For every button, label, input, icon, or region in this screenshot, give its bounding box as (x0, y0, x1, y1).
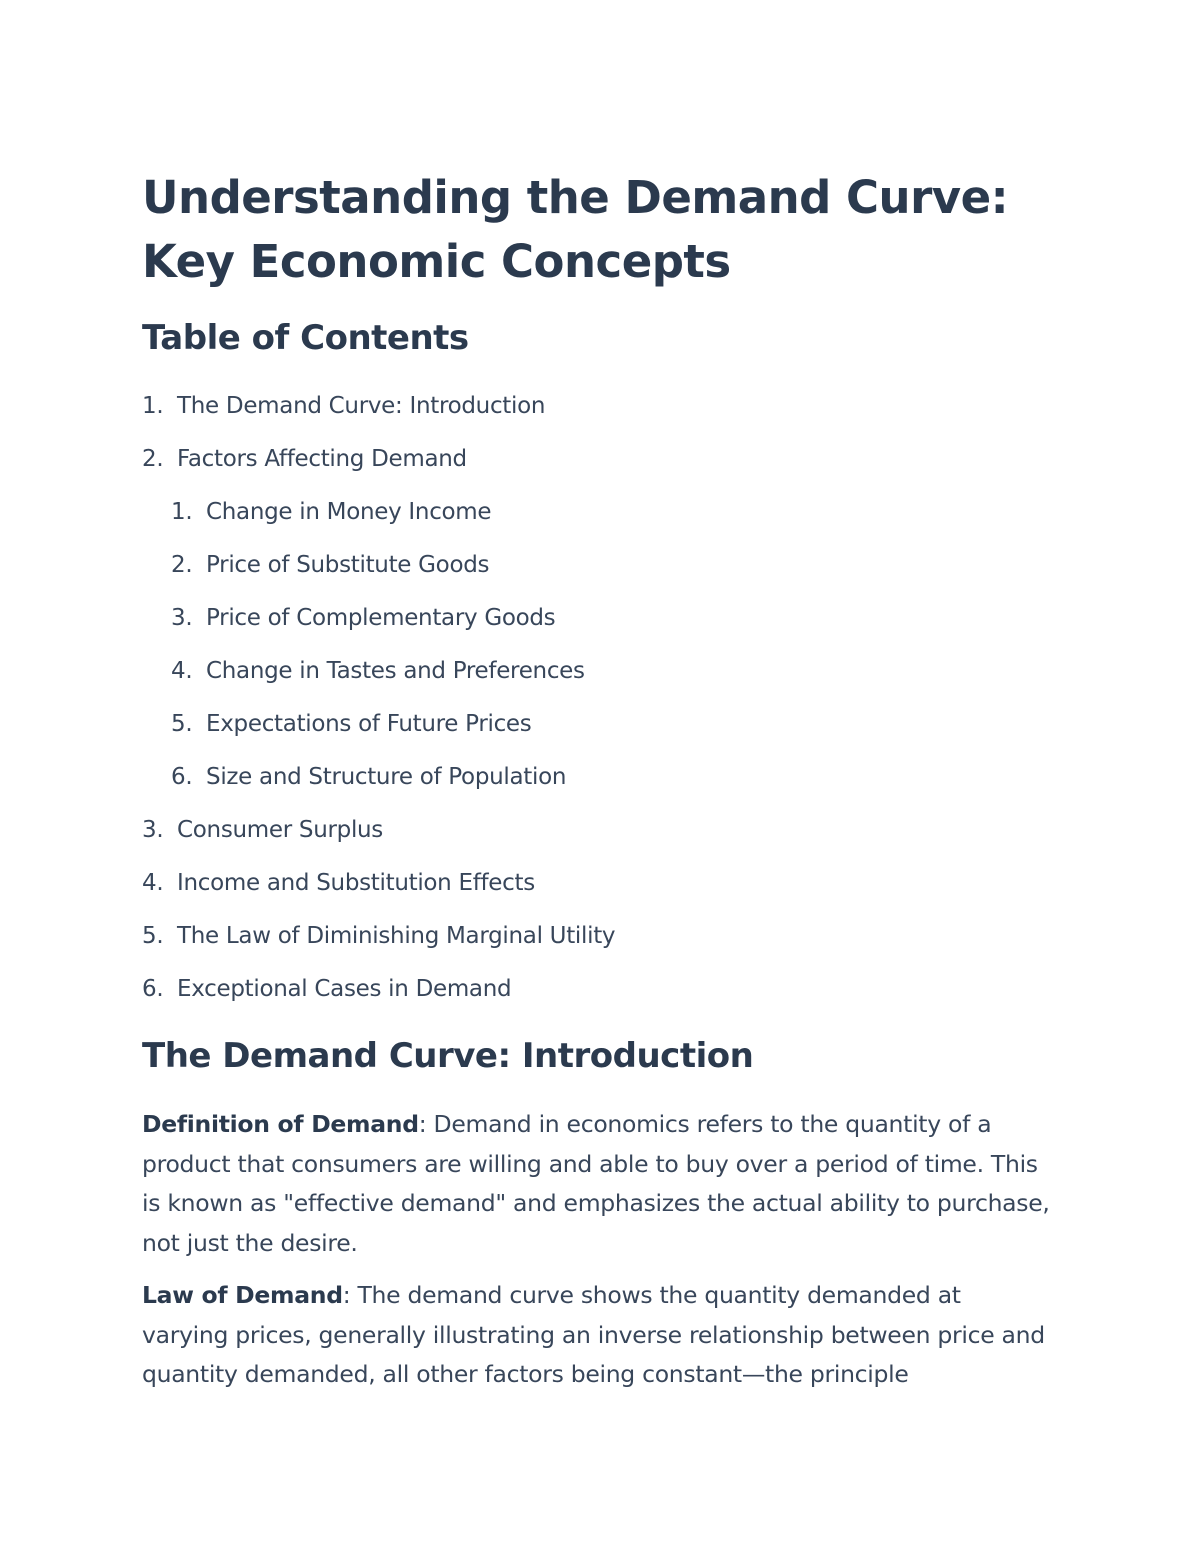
toc-heading: Table of Contents (142, 318, 469, 358)
definition-text: : Demand in economics refers to the quantity of a product that consumers are willing and able to buy over a period of time. This is known as "effective demand" and emphasizes the actual ability to purchase, not just the desire. (142, 1110, 1050, 1257)
toc-item[interactable] (142, 810, 1042, 863)
toc-item-label: Factors Affecting Demand (177, 446, 467, 472)
document-title: Understanding the Demand Curve: Key Economic Concepts (142, 171, 1009, 288)
toc-item-number: 6. (171, 764, 193, 790)
toc-item-label: Consumer Surplus (177, 817, 383, 843)
definition-paragraph (142, 1105, 1052, 1263)
toc-item[interactable] (142, 916, 1042, 969)
toc-item-number: 2. (171, 552, 193, 578)
toc-item-label: Price of Complementary Goods (206, 605, 556, 631)
table-of-contents (142, 386, 1042, 1022)
law-paragraph (142, 1276, 1052, 1395)
toc-subitem[interactable] (142, 651, 1042, 704)
toc-item-label: Expectations of Future Prices (206, 711, 532, 737)
toc-item-number: 5. (142, 923, 164, 949)
toc-subitem[interactable] (142, 545, 1042, 598)
toc-item-number: 3. (171, 605, 193, 631)
toc-item-number: 6. (142, 976, 164, 1002)
toc-subitem[interactable] (142, 757, 1042, 810)
toc-item-number: 1. (171, 499, 193, 525)
toc-item[interactable] (142, 969, 1042, 1022)
toc-item-label: Exceptional Cases in Demand (177, 976, 512, 1002)
toc-item-number: 4. (171, 658, 193, 684)
toc-item[interactable] (142, 439, 1042, 492)
toc-item-label: Income and Substitution Effects (177, 870, 535, 896)
toc-item-label: Size and Structure of Population (206, 764, 567, 790)
law-text: : The demand curve shows the quantity demanded at varying prices, generally illustrating an inverse relationship between price and quantity demanded, all other factors being constant—the principle (142, 1281, 1045, 1388)
toc-item-label: Price of Substitute Goods (206, 552, 490, 578)
toc-subitem[interactable] (142, 492, 1042, 545)
toc-item[interactable] (142, 386, 1042, 439)
toc-subitem[interactable] (142, 598, 1042, 651)
toc-item-number: 2. (142, 446, 164, 472)
toc-item-label: The Demand Curve: Introduction (177, 393, 546, 419)
toc-item-label: Change in Money Income (206, 499, 492, 525)
toc-subitem[interactable] (142, 704, 1042, 757)
section-heading: The Demand Curve: Introduction (142, 1036, 754, 1076)
toc-item-label: Change in Tastes and Preferences (206, 658, 585, 684)
toc-item[interactable] (142, 863, 1042, 916)
toc-item-number: 5. (171, 711, 193, 737)
definition-term: Definition of Demand (142, 1110, 419, 1138)
toc-item-label: The Law of Diminishing Marginal Utility (177, 923, 616, 949)
toc-item-number: 1. (142, 393, 164, 419)
toc-item-number: 4. (142, 870, 164, 896)
toc-item-number: 3. (142, 817, 164, 843)
law-term: Law of Demand (142, 1281, 343, 1309)
